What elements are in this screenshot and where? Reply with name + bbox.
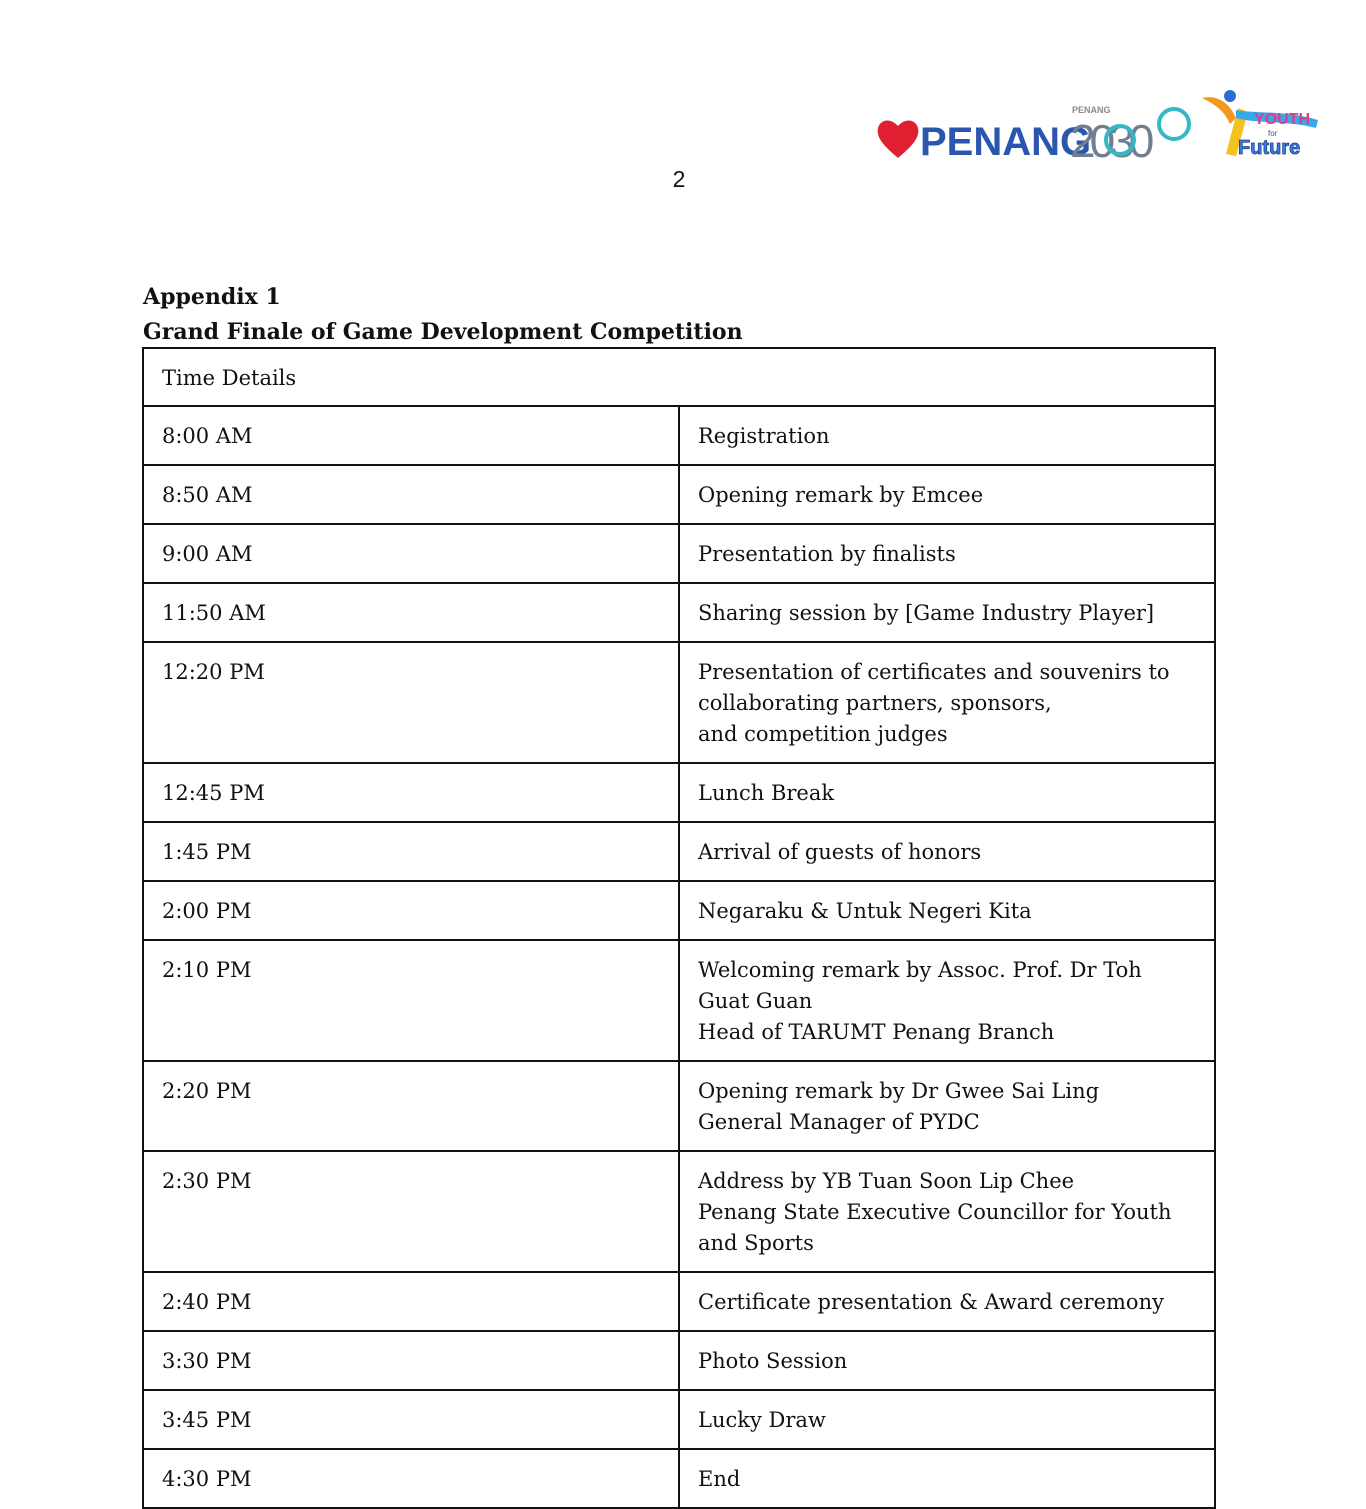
youth-for-future-logo	[1196, 84, 1326, 164]
time-cell: 12:45 PM	[143, 763, 679, 822]
detail-line: Presentation of certificates and souvenirs to collaborating partners, sponsors,	[698, 660, 1170, 715]
time-cell: 2:20 PM	[143, 1061, 679, 1151]
detail-line: Penang State Executive Councillor for Youth and Sports	[698, 1200, 1172, 1255]
detail-line: Arrival of guests of honors	[698, 840, 982, 864]
table-row	[143, 1061, 1215, 1151]
detail-line: Certificate presentation & Award ceremony	[698, 1290, 1164, 1314]
detail-line: Presentation by finalists	[698, 542, 956, 566]
time-cell: 2:30 PM	[143, 1151, 679, 1272]
detail-line: Lucky Draw	[698, 1408, 826, 1432]
time-cell: 3:45 PM	[143, 1390, 679, 1449]
table-row	[143, 763, 1215, 822]
document-title: Grand Finale of Game Development Competition	[143, 319, 743, 345]
detail-cell	[679, 406, 1215, 465]
table-row	[143, 1390, 1215, 1449]
detail-cell	[679, 881, 1215, 940]
detail-line: End	[698, 1467, 741, 1491]
detail-cell	[679, 940, 1215, 1061]
time-cell: 2:40 PM	[143, 1272, 679, 1331]
logo-penang-small-text: PENANG	[1072, 105, 1111, 115]
appendix-heading: Appendix 1	[143, 284, 281, 310]
detail-cell	[679, 1390, 1215, 1449]
detail-cell	[679, 1151, 1215, 1272]
detail-cell	[679, 822, 1215, 881]
table-row	[143, 822, 1215, 881]
detail-line: Opening remark by Emcee	[698, 483, 984, 507]
time-cell: 1:45 PM	[143, 822, 679, 881]
table-row	[143, 1151, 1215, 1272]
penang-2030-logo	[876, 100, 1196, 170]
table-row	[143, 406, 1215, 465]
detail-line: Welcoming remark by Assoc. Prof. Dr Toh Guat Guan	[698, 958, 1142, 1013]
table-row	[143, 1331, 1215, 1390]
detail-cell	[679, 583, 1215, 642]
detail-line: and competition judges	[698, 722, 948, 746]
time-cell: 2:10 PM	[143, 940, 679, 1061]
detail-cell	[679, 465, 1215, 524]
detail-cell	[679, 1331, 1215, 1390]
table-row	[143, 881, 1215, 940]
table-row	[143, 642, 1215, 763]
detail-cell	[679, 642, 1215, 763]
detail-line: Head of TARUMT Penang Branch	[698, 1020, 1055, 1044]
table-row	[143, 465, 1215, 524]
table-header-cell: Time Details	[143, 348, 1215, 406]
schedule-table	[142, 347, 1216, 1509]
time-cell: 3:30 PM	[143, 1331, 679, 1390]
detail-cell	[679, 1449, 1215, 1508]
logo-head-icon	[1224, 90, 1236, 102]
detail-line: Negaraku & Untuk Negeri Kita	[698, 899, 1032, 923]
logo-future-text: Future	[1238, 137, 1301, 159]
time-cell: 11:50 AM	[143, 583, 679, 642]
detail-line: Photo Session	[698, 1349, 848, 1373]
detail-line: Lunch Break	[698, 781, 835, 805]
detail-line: Opening remark by Dr Gwee Sai Ling	[698, 1079, 1100, 1103]
table-row	[143, 583, 1215, 642]
time-cell: 8:00 AM	[143, 406, 679, 465]
table-header-row	[143, 348, 1215, 406]
heart-icon	[878, 120, 919, 158]
detail-cell	[679, 1061, 1215, 1151]
logo-penang-text: PENANG	[920, 120, 1092, 164]
logo-for-text: for	[1268, 129, 1278, 138]
detail-line: Sharing session by [Game Industry Player]	[698, 601, 1155, 625]
time-cell: 2:00 PM	[143, 881, 679, 940]
time-cell: 4:30 PM	[143, 1449, 679, 1508]
detail-line: General Manager of PYDC	[698, 1110, 980, 1134]
detail-cell	[679, 524, 1215, 583]
time-cell: 8:50 AM	[143, 465, 679, 524]
logo-youth-text: YOUTH	[1254, 111, 1310, 128]
table-row	[143, 1272, 1215, 1331]
detail-line: Address by YB Tuan Soon Lip Chee	[698, 1169, 1075, 1193]
detail-cell	[679, 763, 1215, 822]
detail-line: Registration	[698, 424, 830, 448]
table-row	[143, 1449, 1215, 1508]
time-cell: 9:00 AM	[143, 524, 679, 583]
page-number: 2	[672, 166, 686, 192]
logo-ring-2	[1159, 109, 1189, 139]
time-cell: 12:20 PM	[143, 642, 679, 763]
detail-cell	[679, 1272, 1215, 1331]
table-row	[143, 940, 1215, 1061]
table-row	[143, 524, 1215, 583]
logo-year-text: 2030	[1070, 115, 1149, 167]
